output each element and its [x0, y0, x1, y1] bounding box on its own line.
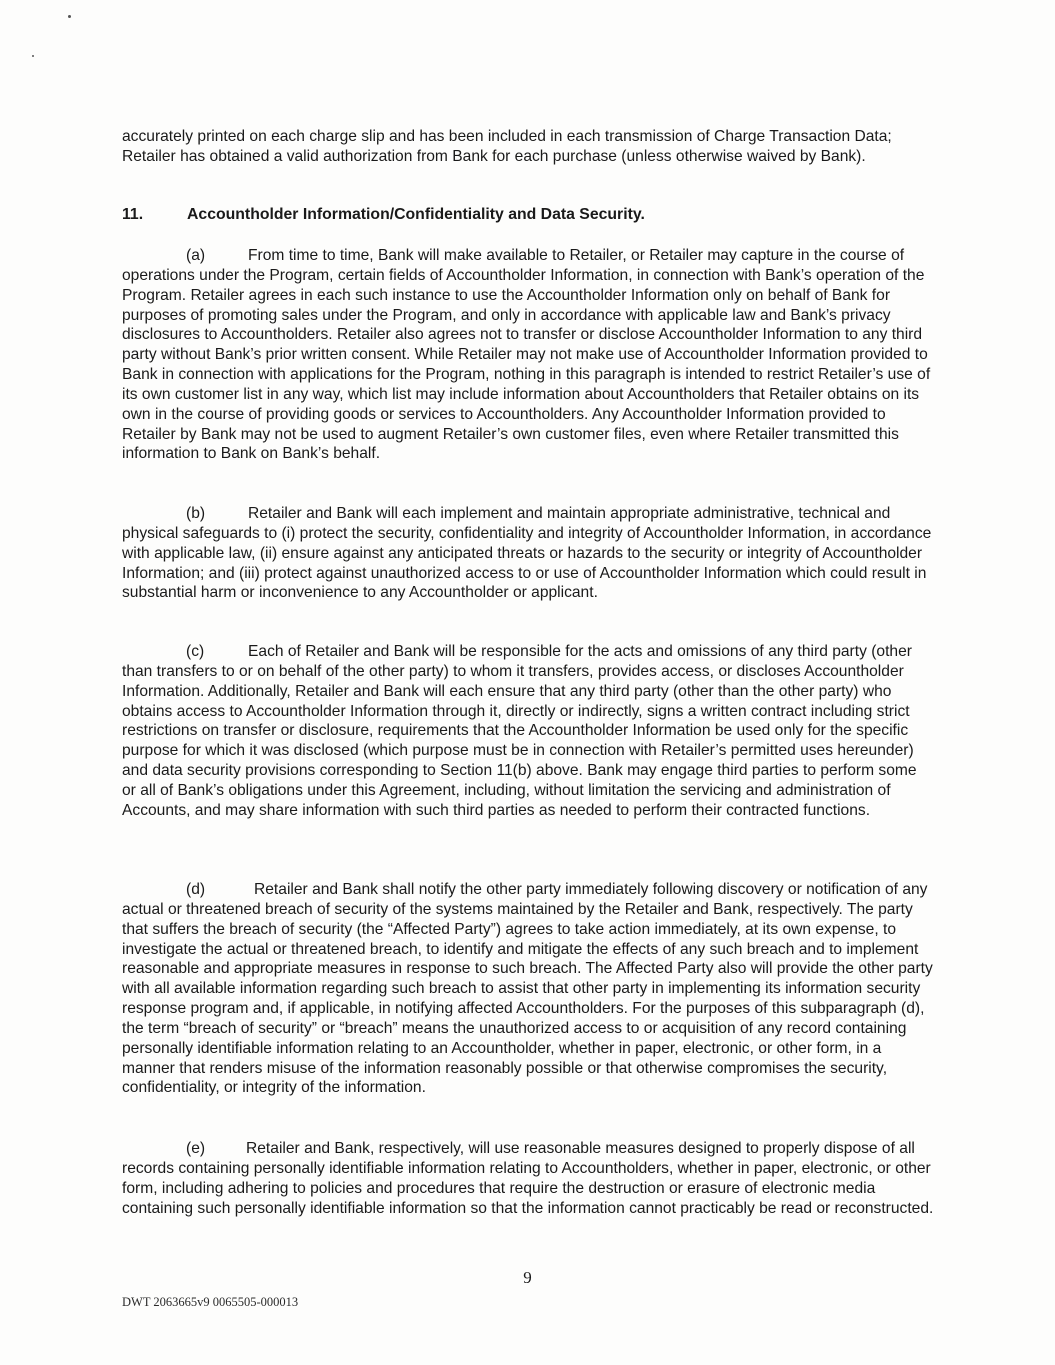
paragraph-a [122, 246, 934, 464]
paragraph-text: Retailer and Bank, respectively, will use reasonable measures designed to properly dispose of all records containing personally identifiable information relating to Accountholders, whether in paper, electronic, or other form, including adhering to policies and procedures that require the destruction or erasure of electronic media containing such personally identifiable information so that the information cannot practicably be read or reconstructed. [122, 1140, 934, 1217]
scan-speck [68, 15, 71, 18]
intro-paragraph [122, 127, 934, 167]
document-id: DWT 2063665v9 0065505-000013 [122, 1295, 299, 1309]
paragraph-text: Retailer and Bank shall notify the other party immediately following discovery or notification of any actual or threatened breach of security of the systems maintained by the Retailer and Bank, respectively. The party that suffers the breach of security (the “Affected Party”) agrees to take action immediately, at its own expense, to investigate the actual or threatened breach, to identify and mitigate the effects of any such breach and to implement reasonable and appropriate measures in response to such breach. The Affected Party also will provide the other party with all available information regarding such breach to assist that other party in implementing its information security response program and, if applicable, in notifying affected Accountholders. For the purposes of this subparagraph (d), the term “breach of security” or “breach” means the unauthorized access to or acquisition of any record containing personally identifiable information relating to an Accountholder, whether in paper, electronic, or other form, in a manner that renders misuse of the information reasonably possible or that otherwise compromises the security, confidentiality, or integrity of the information. [122, 881, 933, 1097]
section-number: 11. [122, 206, 144, 223]
scan-speck [32, 55, 34, 57]
section-title: Accountholder Information/Confidentiality and Data Security. [187, 206, 645, 223]
paragraph-label: (c) [186, 643, 205, 660]
paragraph-text: Each of Retailer and Bank will be responsible for the acts and omissions of any third party (other than transfers to or on behalf of the other party) to whom it transfers, provides access, or discloses Accountholder Information. Additionally, Retailer and Bank will each ensure that any third party (other than the other party) who obtains access to Accountholder Information through it, directly or indirectly, signs a written contract including strict restrictions on transfer or disclosure, requirements that the Accountholder Information be used only for the specific purpose for which it was disclosed (which purpose must be in connection with Retailer’s permitted uses hereunder) and data security provisions corresponding to Section 11(b) above. Bank may engage third parties to perform some or all of Bank’s obligations under this Agreement, including, without limitation the servicing and administration of Accounts, and may share information with such third parties as needed to perform their contracted functions. [122, 643, 917, 819]
paragraph-label: (b) [186, 505, 206, 522]
paragraph-label: (a) [186, 247, 206, 264]
paragraph-c [122, 642, 934, 821]
paragraph-text: Retailer and Bank will each implement and maintain appropriate administrative, technical and physical safeguards to (i) protect the security, confidentiality and integrity of Accountholder Information, in accordance with applicable law, (ii) ensure against any anticipated threats or hazards to the security or integrity of Accountholder Information; and (iii) protect against unauthorized access to or use of Accountholder Information which could result in substantial harm or inconvenience to any Accountholder or applicant. [122, 505, 932, 602]
paragraph-b [122, 504, 934, 603]
paragraph-e [122, 1139, 934, 1218]
paragraph-d [122, 880, 934, 1098]
page-number: 9 [523, 1268, 532, 1287]
paragraph-text: From time to time, Bank will make available to Retailer, or Retailer may capture in the course of operations under the Program, certain fields of Accountholder Information, in connection with Bank’s operation of the Program. Retailer agrees in each such instance to use the Accountholder Information only on behalf of Bank for purposes of promoting sales under the Program, and only in accordance with applicable law and Bank’s privacy disclosures to Accountholders. Retailer also agrees not to transfer or disclose Accountholder Information to any third party without Bank’s prior written consent. While Retailer may not make use of Accountholder Information provided to Bank in connection with applications for the Program, nothing in this paragraph is intended to restrict Retailer’s use of its own customer list in any way, which list may include information about Accountholders that Retailer obtains on its own in the course of providing goods or services to Accountholders. Any Accountholder Information provided to Retailer by Bank may not be used to augment Retailer’s own customer files, even where Retailer transmitted this information to Bank on Bank’s behalf. [122, 247, 931, 463]
paragraph-label: (d) [186, 881, 206, 898]
section-heading [122, 205, 645, 225]
paragraph-label: (e) [186, 1140, 206, 1157]
intro-text: accurately printed on each charge slip and has been included in each transmission of Charge Transaction Data; Retailer has obtained a valid authorization from Bank for each purchase (unless otherwise waived by Bank). [122, 128, 892, 165]
